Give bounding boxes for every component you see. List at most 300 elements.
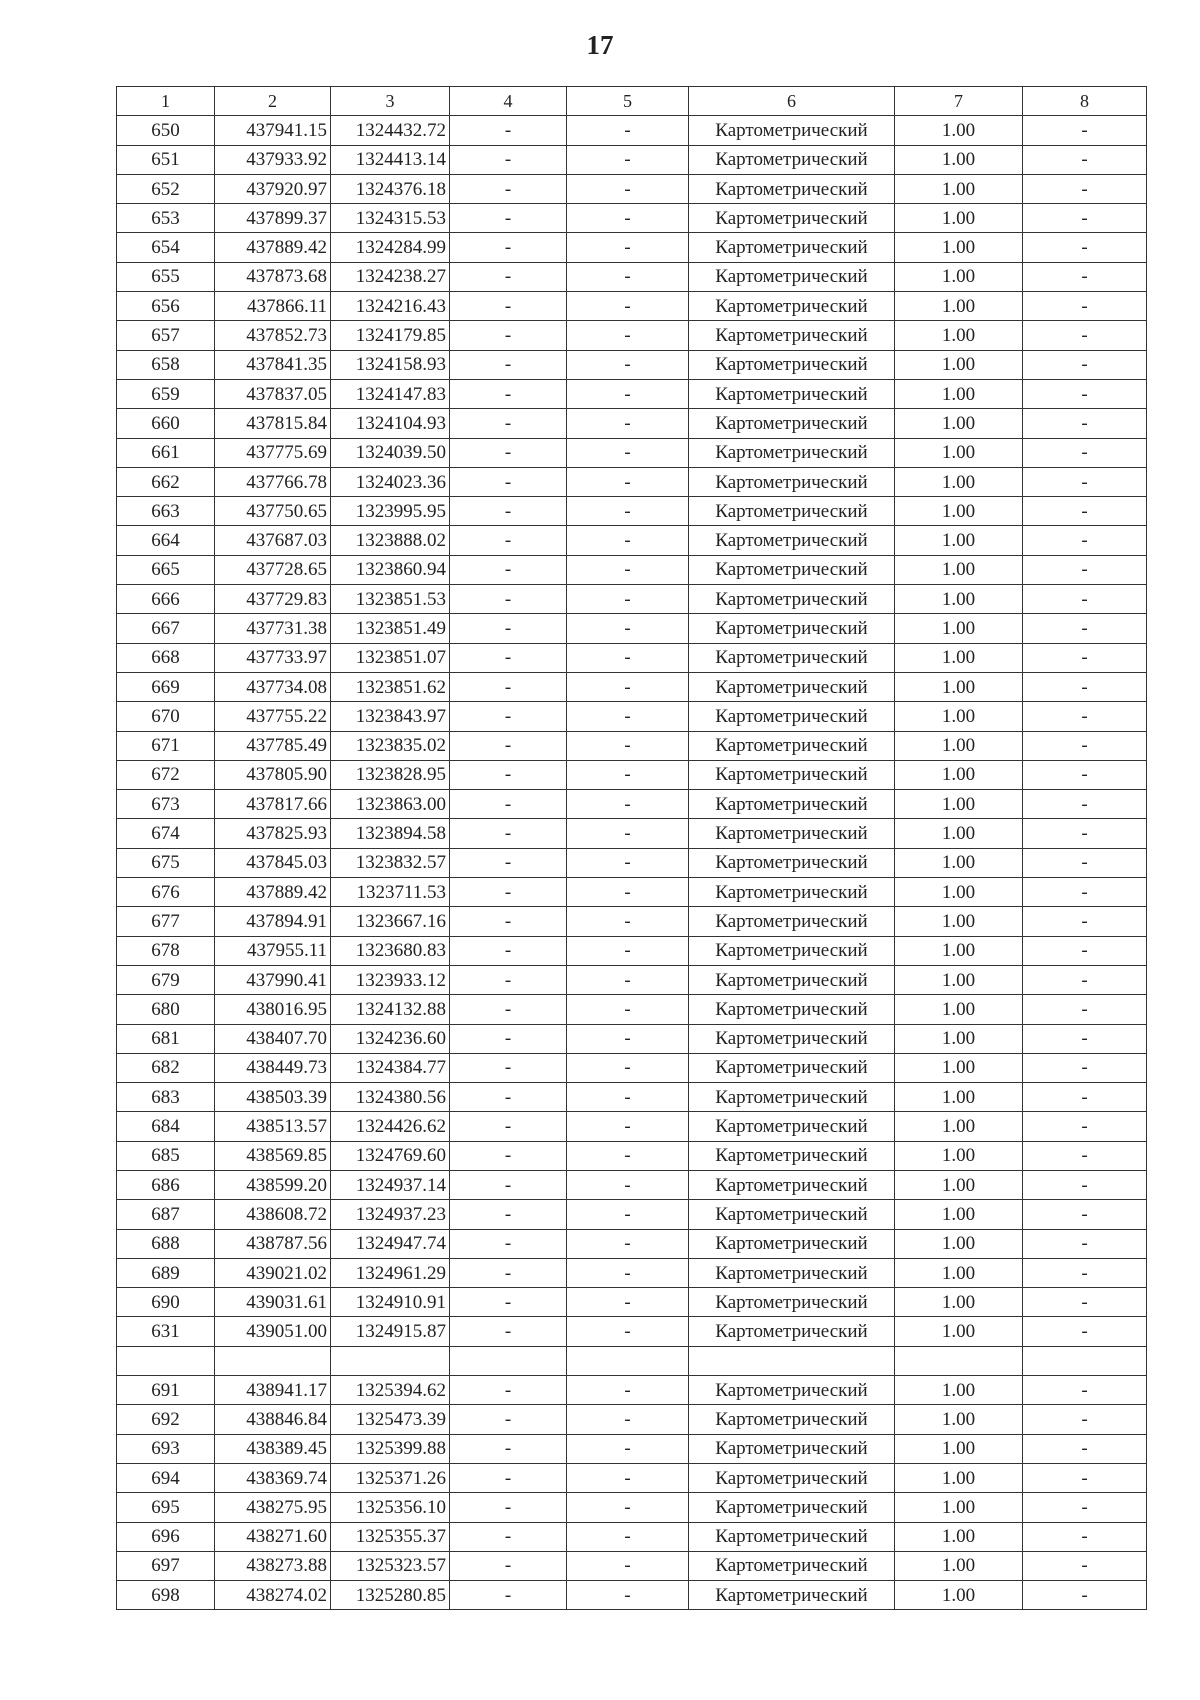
point-number-cell: 666 xyxy=(117,585,215,614)
x-coordinate-cell: 437731.38 xyxy=(215,614,331,643)
column-4-cell: - xyxy=(450,614,567,643)
column-4-cell: - xyxy=(450,1229,567,1258)
column-8-cell: - xyxy=(1023,1522,1147,1551)
accuracy-cell: 1.00 xyxy=(895,145,1023,174)
y-coordinate-cell: 1324315.53 xyxy=(331,204,450,233)
point-number-cell: 650 xyxy=(117,116,215,145)
point-number-cell: 673 xyxy=(117,790,215,819)
column-5-cell: - xyxy=(567,526,689,555)
column-8-cell: - xyxy=(1023,1376,1147,1405)
column-4-cell: - xyxy=(450,321,567,350)
method-cell: Картометрический xyxy=(689,907,895,936)
column-5-cell: - xyxy=(567,116,689,145)
y-coordinate-cell: 1324238.27 xyxy=(331,262,450,291)
method-cell: Картометрический xyxy=(689,1405,895,1434)
method-cell: Картометрический xyxy=(689,1522,895,1551)
column-5-cell: - xyxy=(567,1434,689,1463)
column-5-cell: - xyxy=(567,145,689,174)
method-cell: Картометрический xyxy=(689,672,895,701)
header-cell-8: 8 xyxy=(1023,87,1147,116)
method-cell: Картометрический xyxy=(689,262,895,291)
column-4-cell: - xyxy=(450,292,567,321)
x-coordinate-cell: 437837.05 xyxy=(215,379,331,408)
accuracy-cell: 1.00 xyxy=(895,1434,1023,1463)
column-4-cell: - xyxy=(450,731,567,760)
column-5-cell: - xyxy=(567,731,689,760)
accuracy-cell xyxy=(895,1346,1023,1375)
column-5-cell: - xyxy=(567,1522,689,1551)
method-cell: Картометрический xyxy=(689,965,895,994)
table-row xyxy=(117,1083,1147,1112)
point-number-cell: 684 xyxy=(117,1112,215,1141)
x-coordinate-cell: 437841.35 xyxy=(215,350,331,379)
column-5-cell: - xyxy=(567,1376,689,1405)
point-number-cell: 674 xyxy=(117,819,215,848)
y-coordinate-cell: 1325323.57 xyxy=(331,1551,450,1580)
point-number-cell: 695 xyxy=(117,1493,215,1522)
x-coordinate-cell: 437990.41 xyxy=(215,965,331,994)
column-8-cell: - xyxy=(1023,1024,1147,1053)
header-cell-4: 4 xyxy=(450,87,567,116)
y-coordinate-cell: 1324023.36 xyxy=(331,467,450,496)
column-4-cell: - xyxy=(450,555,567,584)
y-coordinate-cell: 1324376.18 xyxy=(331,174,450,203)
method-cell: Картометрический xyxy=(689,321,895,350)
method-cell: Картометрический xyxy=(689,614,895,643)
column-8-cell: - xyxy=(1023,233,1147,262)
table-row xyxy=(117,1229,1147,1258)
y-coordinate-cell: 1323851.49 xyxy=(331,614,450,643)
column-8-cell: - xyxy=(1023,1083,1147,1112)
column-4-cell: - xyxy=(450,1463,567,1492)
method-cell: Картометрический xyxy=(689,1053,895,1082)
accuracy-cell: 1.00 xyxy=(895,790,1023,819)
x-coordinate-cell: 438608.72 xyxy=(215,1200,331,1229)
table-row xyxy=(117,379,1147,408)
x-coordinate-cell: 438569.85 xyxy=(215,1141,331,1170)
accuracy-cell: 1.00 xyxy=(895,1141,1023,1170)
point-number-cell: 688 xyxy=(117,1229,215,1258)
x-coordinate-cell: 437733.97 xyxy=(215,643,331,672)
x-coordinate-cell: 438513.57 xyxy=(215,1112,331,1141)
x-coordinate-cell: 437728.65 xyxy=(215,555,331,584)
column-5-cell: - xyxy=(567,1463,689,1492)
column-5-cell: - xyxy=(567,907,689,936)
method-cell: Картометрический xyxy=(689,1376,895,1405)
column-8-cell: - xyxy=(1023,1463,1147,1492)
column-4-cell: - xyxy=(450,1522,567,1551)
method-cell: Картометрический xyxy=(689,1112,895,1141)
column-5-cell: - xyxy=(567,1083,689,1112)
y-coordinate-cell: 1324158.93 xyxy=(331,350,450,379)
method-cell: Картометрический xyxy=(689,204,895,233)
column-4-cell: - xyxy=(450,1170,567,1199)
accuracy-cell: 1.00 xyxy=(895,116,1023,145)
header-cell-6: 6 xyxy=(689,87,895,116)
column-4-cell: - xyxy=(450,526,567,555)
y-coordinate-cell: 1323835.02 xyxy=(331,731,450,760)
point-number-cell: 679 xyxy=(117,965,215,994)
x-coordinate-cell: 439021.02 xyxy=(215,1258,331,1287)
y-coordinate-cell: 1325355.37 xyxy=(331,1522,450,1551)
x-coordinate-cell: 437817.66 xyxy=(215,790,331,819)
accuracy-cell: 1.00 xyxy=(895,497,1023,526)
column-4-cell: - xyxy=(450,1200,567,1229)
column-8-cell: - xyxy=(1023,497,1147,526)
y-coordinate-cell: 1323894.58 xyxy=(331,819,450,848)
column-4-cell xyxy=(450,1346,567,1375)
column-5-cell: - xyxy=(567,1258,689,1287)
column-8-cell: - xyxy=(1023,1581,1147,1610)
column-8-cell: - xyxy=(1023,1434,1147,1463)
column-4-cell: - xyxy=(450,1288,567,1317)
table-row xyxy=(117,233,1147,262)
point-number-cell: 682 xyxy=(117,1053,215,1082)
point-number-cell: 653 xyxy=(117,204,215,233)
coordinates-table xyxy=(116,86,1147,1610)
y-coordinate-cell: 1325356.10 xyxy=(331,1493,450,1522)
table-row xyxy=(117,643,1147,672)
point-number-cell: 655 xyxy=(117,262,215,291)
point-number-cell: 663 xyxy=(117,497,215,526)
method-cell: Картометрический xyxy=(689,438,895,467)
column-5-cell: - xyxy=(567,672,689,701)
table-row xyxy=(117,438,1147,467)
column-5-cell: - xyxy=(567,350,689,379)
accuracy-cell: 1.00 xyxy=(895,1376,1023,1405)
column-5-cell: - xyxy=(567,1551,689,1580)
column-5-cell: - xyxy=(567,1024,689,1053)
column-4-cell: - xyxy=(450,643,567,672)
y-coordinate-cell: 1323828.95 xyxy=(331,760,450,789)
column-5-cell: - xyxy=(567,497,689,526)
table-row xyxy=(117,1376,1147,1405)
accuracy-cell: 1.00 xyxy=(895,1317,1023,1346)
table-row xyxy=(117,614,1147,643)
table-row xyxy=(117,1581,1147,1610)
accuracy-cell: 1.00 xyxy=(895,907,1023,936)
x-coordinate-cell: 437766.78 xyxy=(215,467,331,496)
x-coordinate-cell: 437941.15 xyxy=(215,116,331,145)
x-coordinate-cell: 437933.92 xyxy=(215,145,331,174)
column-5-cell: - xyxy=(567,1141,689,1170)
method-cell: Картометрический xyxy=(689,467,895,496)
column-8-cell: - xyxy=(1023,409,1147,438)
column-5-cell: - xyxy=(567,409,689,438)
x-coordinate-cell: 437775.69 xyxy=(215,438,331,467)
column-4-cell: - xyxy=(450,1083,567,1112)
table-row xyxy=(117,995,1147,1024)
column-8-cell: - xyxy=(1023,790,1147,819)
y-coordinate-cell: 1324380.56 xyxy=(331,1083,450,1112)
point-number-cell: 693 xyxy=(117,1434,215,1463)
y-coordinate-cell: 1325399.88 xyxy=(331,1434,450,1463)
accuracy-cell: 1.00 xyxy=(895,321,1023,350)
table-row xyxy=(117,1346,1147,1375)
accuracy-cell: 1.00 xyxy=(895,965,1023,994)
x-coordinate-cell: 438407.70 xyxy=(215,1024,331,1053)
y-coordinate-cell: 1324413.14 xyxy=(331,145,450,174)
point-number-cell xyxy=(117,1346,215,1375)
column-4-cell: - xyxy=(450,145,567,174)
table-row xyxy=(117,672,1147,701)
table-row xyxy=(117,790,1147,819)
accuracy-cell: 1.00 xyxy=(895,1405,1023,1434)
column-5-cell: - xyxy=(567,1200,689,1229)
x-coordinate-cell: 437785.49 xyxy=(215,731,331,760)
column-4-cell: - xyxy=(450,1053,567,1082)
y-coordinate-cell: 1324284.99 xyxy=(331,233,450,262)
point-number-cell: 657 xyxy=(117,321,215,350)
x-coordinate-cell: 438016.95 xyxy=(215,995,331,1024)
point-number-cell: 694 xyxy=(117,1463,215,1492)
column-5-cell: - xyxy=(567,204,689,233)
point-number-cell: 660 xyxy=(117,409,215,438)
column-8-cell: - xyxy=(1023,614,1147,643)
column-5-cell: - xyxy=(567,1170,689,1199)
x-coordinate-cell: 437815.84 xyxy=(215,409,331,438)
column-4-cell: - xyxy=(450,760,567,789)
y-coordinate-cell: 1324104.93 xyxy=(331,409,450,438)
method-cell: Картометрический xyxy=(689,1024,895,1053)
column-4-cell: - xyxy=(450,233,567,262)
column-8-cell: - xyxy=(1023,116,1147,145)
x-coordinate-cell: 437734.08 xyxy=(215,672,331,701)
column-5-cell: - xyxy=(567,233,689,262)
method-cell: Картометрический xyxy=(689,731,895,760)
point-number-cell: 685 xyxy=(117,1141,215,1170)
table-row xyxy=(117,1288,1147,1317)
table-row xyxy=(117,1170,1147,1199)
table-row xyxy=(117,1200,1147,1229)
method-cell: Картометрический xyxy=(689,995,895,1024)
method-cell: Картометрический xyxy=(689,1258,895,1287)
column-8-cell: - xyxy=(1023,1229,1147,1258)
y-coordinate-cell: 1324132.88 xyxy=(331,995,450,1024)
header-cell-3: 3 xyxy=(331,87,450,116)
table-row xyxy=(117,1434,1147,1463)
column-5-cell: - xyxy=(567,438,689,467)
x-coordinate-cell: 437866.11 xyxy=(215,292,331,321)
point-number-cell: 661 xyxy=(117,438,215,467)
y-coordinate-cell: 1324910.91 xyxy=(331,1288,450,1317)
point-number-cell: 658 xyxy=(117,350,215,379)
point-number-cell: 652 xyxy=(117,174,215,203)
column-8-cell: - xyxy=(1023,1053,1147,1082)
column-4-cell: - xyxy=(450,1317,567,1346)
accuracy-cell: 1.00 xyxy=(895,1200,1023,1229)
point-number-cell: 667 xyxy=(117,614,215,643)
method-cell: Картометрический xyxy=(689,585,895,614)
y-coordinate-cell: 1325394.62 xyxy=(331,1376,450,1405)
point-number-cell: 665 xyxy=(117,555,215,584)
header-cell-7: 7 xyxy=(895,87,1023,116)
method-cell: Картометрический xyxy=(689,790,895,819)
column-4-cell: - xyxy=(450,965,567,994)
column-8-cell: - xyxy=(1023,848,1147,877)
accuracy-cell: 1.00 xyxy=(895,614,1023,643)
x-coordinate-cell: 438787.56 xyxy=(215,1229,331,1258)
method-cell: Картометрический xyxy=(689,1288,895,1317)
x-coordinate-cell: 438941.17 xyxy=(215,1376,331,1405)
accuracy-cell: 1.00 xyxy=(895,233,1023,262)
y-coordinate-cell: 1323843.97 xyxy=(331,702,450,731)
accuracy-cell: 1.00 xyxy=(895,1083,1023,1112)
column-5-cell: - xyxy=(567,1493,689,1522)
column-5-cell: - xyxy=(567,1405,689,1434)
table-row xyxy=(117,819,1147,848)
method-cell: Картометрический xyxy=(689,174,895,203)
header-row xyxy=(117,87,1147,116)
y-coordinate-cell: 1324937.23 xyxy=(331,1200,450,1229)
point-number-cell: 697 xyxy=(117,1551,215,1580)
accuracy-cell: 1.00 xyxy=(895,1493,1023,1522)
method-cell: Картометрический xyxy=(689,145,895,174)
accuracy-cell: 1.00 xyxy=(895,467,1023,496)
table-row xyxy=(117,936,1147,965)
column-8-cell: - xyxy=(1023,965,1147,994)
column-8-cell: - xyxy=(1023,1405,1147,1434)
column-4-cell: - xyxy=(450,409,567,438)
column-8-cell: - xyxy=(1023,760,1147,789)
accuracy-cell: 1.00 xyxy=(895,204,1023,233)
x-coordinate-cell: 439051.00 xyxy=(215,1317,331,1346)
y-coordinate-cell: 1324937.14 xyxy=(331,1170,450,1199)
method-cell: Картометрический xyxy=(689,1463,895,1492)
table-row xyxy=(117,467,1147,496)
method-cell: Картометрический xyxy=(689,350,895,379)
table-row xyxy=(117,292,1147,321)
accuracy-cell: 1.00 xyxy=(895,936,1023,965)
column-4-cell: - xyxy=(450,672,567,701)
column-8-cell: - xyxy=(1023,174,1147,203)
column-8-cell: - xyxy=(1023,731,1147,760)
y-coordinate-cell: 1324039.50 xyxy=(331,438,450,467)
table-row xyxy=(117,1317,1147,1346)
accuracy-cell: 1.00 xyxy=(895,526,1023,555)
accuracy-cell: 1.00 xyxy=(895,1288,1023,1317)
x-coordinate-cell: 437899.37 xyxy=(215,204,331,233)
point-number-cell: 656 xyxy=(117,292,215,321)
column-5-cell: - xyxy=(567,1229,689,1258)
column-4-cell: - xyxy=(450,848,567,877)
column-8-cell: - xyxy=(1023,438,1147,467)
x-coordinate-cell: 437889.42 xyxy=(215,233,331,262)
accuracy-cell: 1.00 xyxy=(895,585,1023,614)
x-coordinate-cell: 437889.42 xyxy=(215,878,331,907)
table-row xyxy=(117,1463,1147,1492)
accuracy-cell: 1.00 xyxy=(895,1258,1023,1287)
x-coordinate-cell: 437805.90 xyxy=(215,760,331,789)
column-5-cell: - xyxy=(567,321,689,350)
method-cell: Картометрический xyxy=(689,643,895,672)
table-row xyxy=(117,1522,1147,1551)
table-row xyxy=(117,1053,1147,1082)
point-number-cell: 668 xyxy=(117,643,215,672)
x-coordinate-cell: 437845.03 xyxy=(215,848,331,877)
column-5-cell: - xyxy=(567,467,689,496)
table-header xyxy=(117,87,1147,116)
column-5-cell: - xyxy=(567,174,689,203)
accuracy-cell: 1.00 xyxy=(895,555,1023,584)
table-row xyxy=(117,702,1147,731)
x-coordinate-cell: 438271.60 xyxy=(215,1522,331,1551)
x-coordinate-cell: 437687.03 xyxy=(215,526,331,555)
method-cell: Картометрический xyxy=(689,1551,895,1580)
accuracy-cell: 1.00 xyxy=(895,995,1023,1024)
column-5-cell: - xyxy=(567,555,689,584)
column-8-cell: - xyxy=(1023,1112,1147,1141)
method-cell: Картометрический xyxy=(689,379,895,408)
table-row xyxy=(117,497,1147,526)
point-number-cell: 669 xyxy=(117,672,215,701)
column-8-cell: - xyxy=(1023,1317,1147,1346)
column-8-cell: - xyxy=(1023,262,1147,291)
method-cell: Картометрический xyxy=(689,878,895,907)
column-5-cell: - xyxy=(567,965,689,994)
table-row xyxy=(117,174,1147,203)
column-5-cell: - xyxy=(567,585,689,614)
y-coordinate-cell: 1324432.72 xyxy=(331,116,450,145)
column-8-cell: - xyxy=(1023,321,1147,350)
point-number-cell: 689 xyxy=(117,1258,215,1287)
column-8-cell: - xyxy=(1023,1288,1147,1317)
x-coordinate-cell: 438599.20 xyxy=(215,1170,331,1199)
column-4-cell: - xyxy=(450,1024,567,1053)
table-row xyxy=(117,262,1147,291)
y-coordinate-cell: 1324769.60 xyxy=(331,1141,450,1170)
table-row xyxy=(117,1112,1147,1141)
table-row xyxy=(117,965,1147,994)
column-4-cell: - xyxy=(450,819,567,848)
method-cell: Картометрический xyxy=(689,1200,895,1229)
accuracy-cell: 1.00 xyxy=(895,409,1023,438)
point-number-cell: 686 xyxy=(117,1170,215,1199)
method-cell: Картометрический xyxy=(689,1083,895,1112)
method-cell: Картометрический xyxy=(689,1229,895,1258)
accuracy-cell: 1.00 xyxy=(895,1522,1023,1551)
method-cell: Картометрический xyxy=(689,409,895,438)
point-number-cell: 696 xyxy=(117,1522,215,1551)
method-cell: Картометрический xyxy=(689,1493,895,1522)
column-5-cell: - xyxy=(567,1112,689,1141)
column-4-cell: - xyxy=(450,204,567,233)
column-5-cell: - xyxy=(567,760,689,789)
y-coordinate-cell: 1324947.74 xyxy=(331,1229,450,1258)
column-4-cell: - xyxy=(450,438,567,467)
x-coordinate-cell: 438275.95 xyxy=(215,1493,331,1522)
x-coordinate-cell: 438503.39 xyxy=(215,1083,331,1112)
column-8-cell: - xyxy=(1023,1493,1147,1522)
x-coordinate-cell: 437750.65 xyxy=(215,497,331,526)
method-cell: Картометрический xyxy=(689,819,895,848)
point-number-cell: 698 xyxy=(117,1581,215,1610)
method-cell: Картометрический xyxy=(689,526,895,555)
point-number-cell: 680 xyxy=(117,995,215,1024)
point-number-cell: 677 xyxy=(117,907,215,936)
point-number-cell: 678 xyxy=(117,936,215,965)
point-number-cell: 691 xyxy=(117,1376,215,1405)
y-coordinate-cell: 1323851.53 xyxy=(331,585,450,614)
y-coordinate-cell: 1324216.43 xyxy=(331,292,450,321)
table-row xyxy=(117,1258,1147,1287)
column-8-cell: - xyxy=(1023,585,1147,614)
accuracy-cell: 1.00 xyxy=(895,379,1023,408)
y-coordinate-cell: 1325371.26 xyxy=(331,1463,450,1492)
accuracy-cell: 1.00 xyxy=(895,878,1023,907)
column-4-cell: - xyxy=(450,1434,567,1463)
column-8-cell: - xyxy=(1023,1258,1147,1287)
